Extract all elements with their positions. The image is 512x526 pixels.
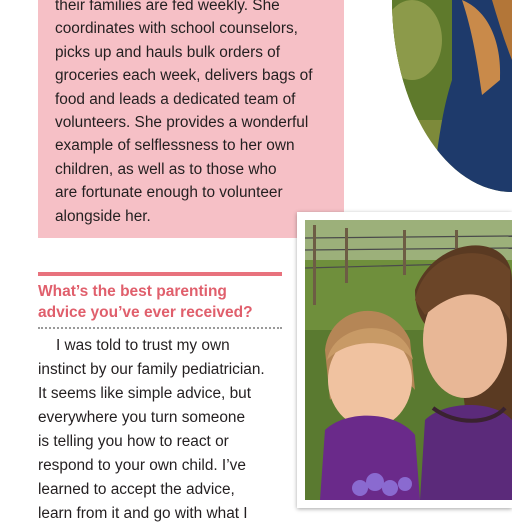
answer-paragraph	[38, 334, 293, 526]
profile-paragraph	[55, 0, 335, 228]
answer-line: I was told to trust my own	[56, 337, 230, 354]
profile-line: are fortunate enough to volunteer	[55, 184, 283, 202]
answer-line: learned to accept the advice,	[38, 481, 235, 498]
question-heading	[38, 281, 288, 323]
portrait-photo-crop	[392, 0, 512, 192]
question-line: What’s the best parenting	[38, 283, 227, 300]
section-rule	[38, 272, 282, 276]
profile-line: their families are fed weekly. She	[55, 0, 280, 14]
profile-line: volunteers. She provides a wonderful	[55, 114, 309, 132]
answer-line: respond to your own child. I’ve	[38, 457, 246, 474]
profile-line: picks up and hauls bulk orders of	[55, 43, 281, 61]
question-line: advice you’ve ever received?	[38, 304, 253, 321]
answer-line: learn from it and go with what I	[38, 505, 248, 522]
family-photo-frame	[297, 212, 512, 508]
profile-line: groceries each week, delivers bags of	[55, 67, 313, 85]
profile-line: alongside her.	[55, 207, 151, 225]
profile-line: children, as well as to those who	[55, 160, 277, 178]
answer-line: everywhere you turn someone	[38, 409, 246, 426]
answer-line: instinct by our family pediatrician.	[38, 361, 265, 378]
profile-line: example of selflessness to her own	[55, 137, 295, 155]
answer-line: It seems like simple advice, but	[38, 385, 251, 402]
profile-line: coordinates with school counselors,	[55, 20, 298, 38]
mother-daughter-photo	[305, 220, 512, 500]
profile-line: food and leads a dedicated team of	[55, 90, 296, 108]
answer-line: is telling you how to react or	[38, 433, 229, 450]
dotted-divider	[38, 327, 282, 329]
